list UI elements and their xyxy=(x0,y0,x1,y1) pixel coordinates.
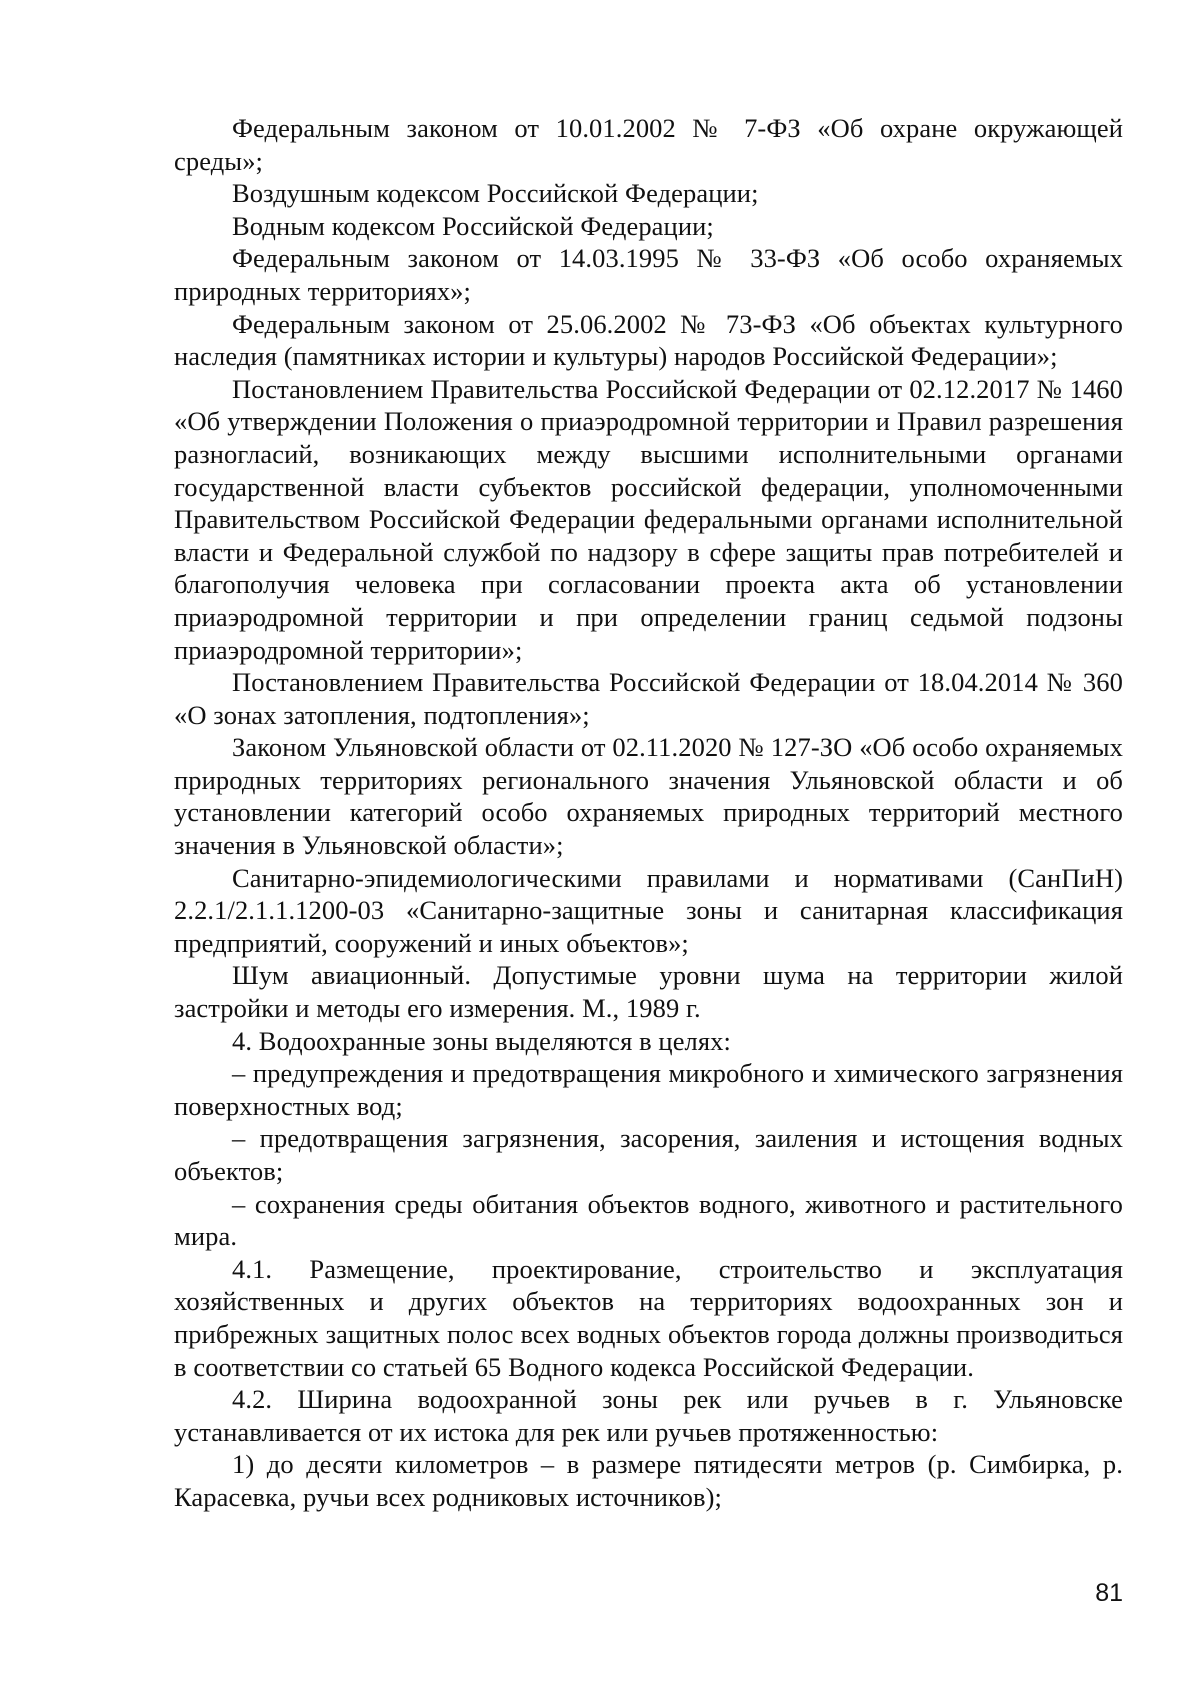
paragraph-section-4-1: 4.1. Размещение, проектирование, строительство и эксплуатация хозяйственных и других объектов на территориях водоохранных зон и прибрежных защитных полос всех водных объектов города должны производиться в соответствии со статьей 65 Водного кодекса Российской Федерации. xyxy=(174,1253,1123,1382)
paragraph-air-code: Воздушным кодексом Российской Федерации; xyxy=(232,178,759,209)
paragraph-section-4: 4. Водоохранные зоны выделяются в целях: xyxy=(232,1025,731,1056)
page-number: 81 xyxy=(1095,1579,1123,1607)
list-item-water-pollution: – предотвращения загрязнения, засорения, заиления и истощения водных объектов; xyxy=(174,1123,1123,1186)
list-item-up-to-ten-km: 1) до десяти километров – в размере пятидесяти метров (р. Симбирка, р. Карасевка, ручьи всех родниковых источников); xyxy=(174,1449,1123,1512)
paragraph-resolution-1460: Постановлением Правительства Российской Федерации от 02.12.2017 № 1460 «Об утверждении Положения о приаэродромной территории и Правил разрешения разногласий, возникающих между высшими исполнительными органами государственной власти субъектов российской федерации, уполномоченными Правительством Российской Федерации федеральными органами исполнительной власти и Федеральной службой по надзору в сфере защиты прав потребителей и благополучия человека при согласовании проекта акта об установлении приаэродромной территории и при определении границ седьмой подзоны приаэродромной территории»; xyxy=(174,373,1123,665)
paragraph-law-127zo: Законом Ульяновской области от 02.11.2020 № 127-ЗО «Об особо охраняемых природных территориях регионального значения Ульяновской области и об установлении категорий особо охраняемых природных территорий местного значения в Ульяновской области»; xyxy=(174,732,1123,861)
paragraph-water-code: Водным кодексом Российской Федерации; xyxy=(232,210,714,241)
paragraph-law-33fz: Федеральным законом от 14.03.1995 № 33-ФЗ «Об особо охраняемых природных территориях»; xyxy=(174,243,1123,306)
body-text xyxy=(174,112,1123,1514)
list-item-habitat-preservation: – сохранения среды обитания объектов водного, животного и растительного мира. xyxy=(174,1188,1123,1252)
paragraph-aviation-noise: Шум авиационный. Допустимые уровни шума на территории жилой застройки и методы его измерения. М., 1989 г. xyxy=(174,960,1123,1024)
paragraph-sanpin: Санитарно-эпидемиологическими правилами и нормативами (СанПиН) 2.2.1/2.1.1.1200-03 «Санитарно-защитные зоны и санитарная классификация предприятий, сооружений и иных объектов»; xyxy=(174,862,1123,958)
paragraph-section-4-2: 4.2. Ширина водоохранной зоны рек или ручьев в г. Ульяновске устанавливается от их истока для рек или ручьев протяженностью: xyxy=(174,1384,1123,1447)
paragraph-law-7fz: Федеральным законом от 10.01.2002 № 7-ФЗ «Об охране окружающей среды»; xyxy=(174,113,1123,176)
paragraph-resolution-360: Постановлением Правительства Российской Федерации от 18.04.2014 № 360 «О зонах затопления, подтопления»; xyxy=(174,667,1123,730)
list-item-microbial-pollution: – предупреждения и предотвращения микробного и химического загрязнения поверхностных вод; xyxy=(174,1058,1123,1121)
paragraph-law-73fz: Федеральным законом от 25.06.2002 № 73-ФЗ «Об объектах культурного наследия (памятниках истории и культуры) народов Российской Федерации»; xyxy=(174,308,1123,372)
